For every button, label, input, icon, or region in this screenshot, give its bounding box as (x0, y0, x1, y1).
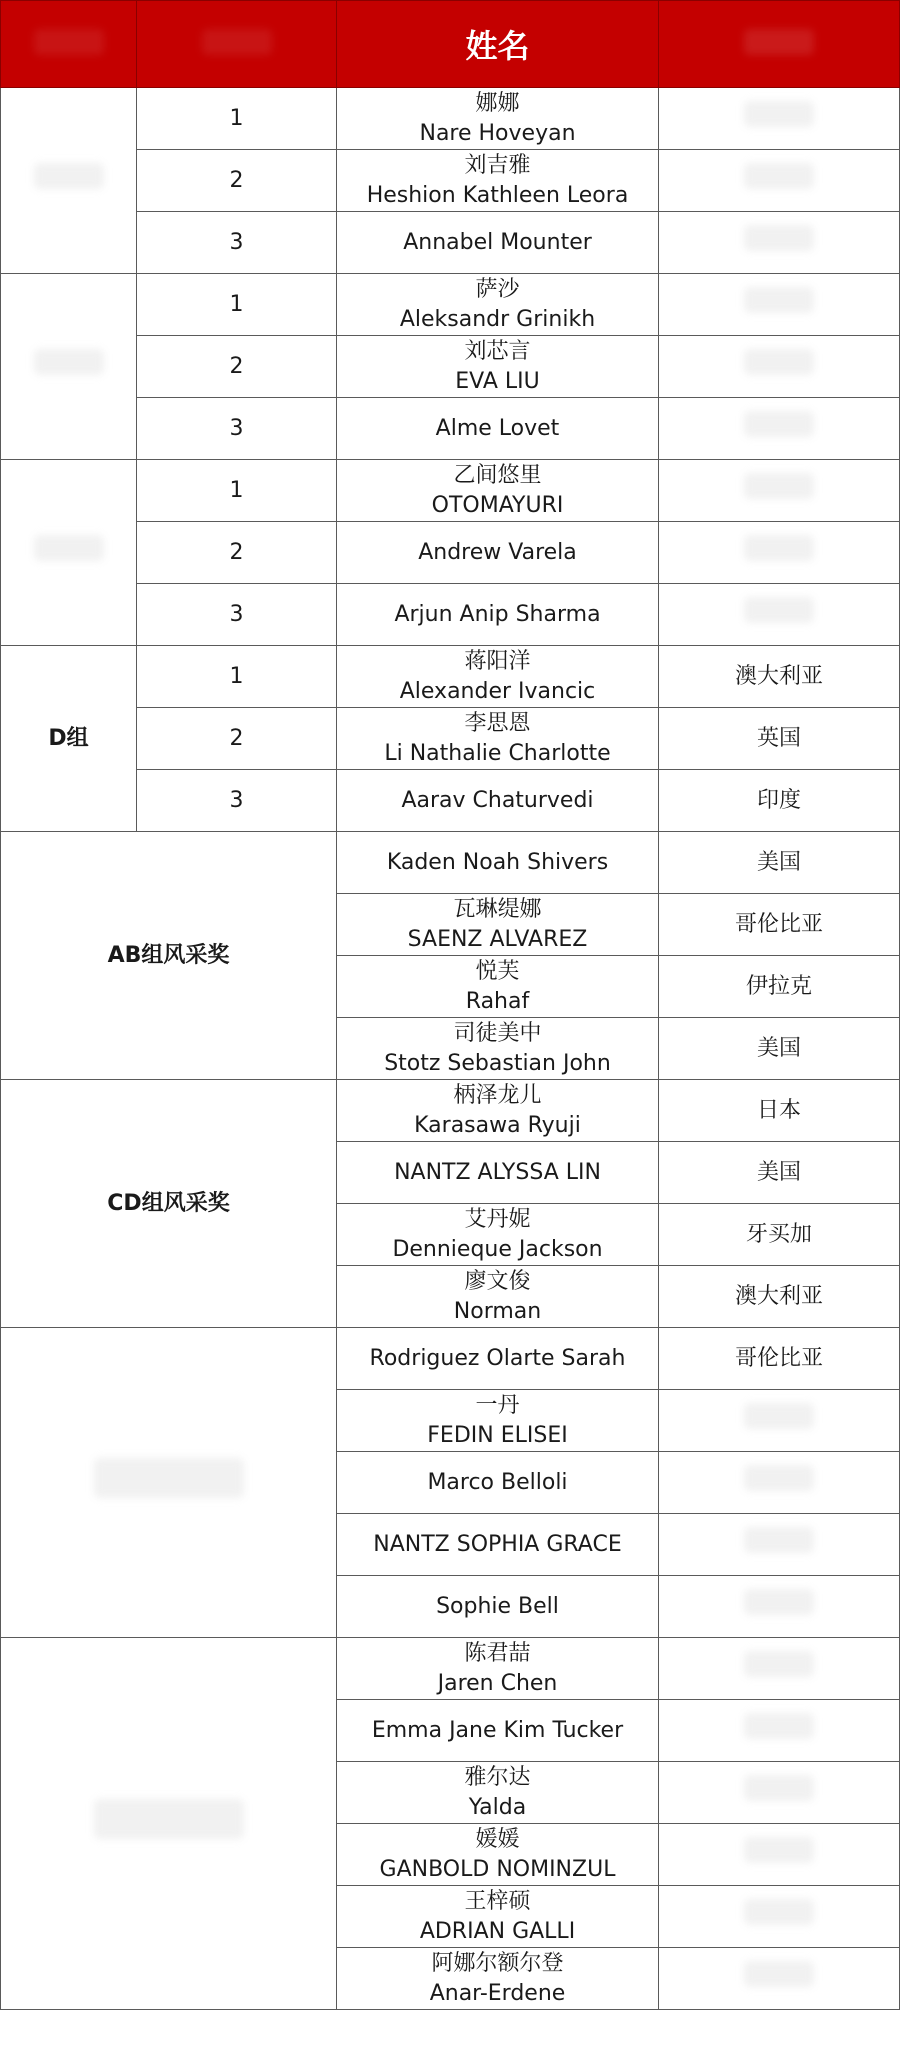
name-chinese: 蒋阳洋 (464, 648, 531, 674)
name-english: ADRIAN GALLI (419, 1918, 576, 1944)
country-cell (659, 1018, 900, 1080)
table-row (1, 274, 900, 336)
name-english: EVA LIU (455, 368, 540, 394)
rank-cell: 3 (137, 212, 337, 274)
country-cell (659, 274, 900, 336)
name-cell (337, 1762, 659, 1824)
name-chinese: 萨沙 (475, 276, 520, 302)
table-row (1, 1328, 900, 1390)
name-cell (337, 1328, 659, 1390)
name-english: OTOMAYURI (431, 492, 564, 518)
country-text: 印度 (756, 787, 801, 813)
name-english: Alexander Ivancic (399, 678, 596, 704)
country-cell (659, 398, 900, 460)
redacted-country (744, 1651, 814, 1677)
table-row (1, 832, 900, 894)
name-english: Aleksandr Grinikh (399, 306, 596, 332)
country-text: 哥伦比亚 (734, 1345, 823, 1371)
name-english: Jaren Chen (437, 1670, 558, 1696)
redacted-country (744, 1899, 814, 1925)
name-chinese: 阿娜尔额尔登 (431, 1950, 564, 1976)
country-cell (659, 460, 900, 522)
redacted-country (744, 1403, 814, 1429)
country-cell (659, 646, 900, 708)
rank-cell: 1 (137, 88, 337, 150)
header-country-cell (659, 1, 900, 88)
country-cell (659, 336, 900, 398)
name-english: Anar-Erdene (429, 1980, 566, 2006)
country-cell (659, 894, 900, 956)
group-label-text: D组 (48, 725, 89, 751)
name-english: NANTZ SOPHIA GRACE (373, 1531, 622, 1557)
country-cell (659, 150, 900, 212)
country-cell (659, 522, 900, 584)
country-text: 美国 (756, 849, 801, 875)
name-english: Kaden Noah Shivers (386, 849, 609, 875)
group-label-text: AB组风采奖 (107, 942, 230, 968)
country-text: 伊拉克 (745, 973, 812, 999)
redacted-group-label (34, 535, 104, 561)
name-chinese: 廖文俊 (464, 1268, 531, 1294)
name-cell (337, 1390, 659, 1452)
name-english: Li Nathalie Charlotte (384, 740, 611, 766)
redacted-country (744, 1961, 814, 1987)
redacted-country (744, 1775, 814, 1801)
name-chinese: 刘芯言 (464, 338, 531, 364)
country-cell (659, 1328, 900, 1390)
country-text: 美国 (756, 1035, 801, 1061)
country-cell (659, 1142, 900, 1204)
name-cell (337, 1638, 659, 1700)
name-cell (337, 708, 659, 770)
redacted-country (744, 535, 814, 561)
rank-cell: 1 (137, 460, 337, 522)
redacted-country (744, 411, 814, 437)
country-cell (659, 1452, 900, 1514)
name-english: GANBOLD NOMINZUL (379, 1856, 616, 1882)
name-cell (337, 646, 659, 708)
name-cell (337, 832, 659, 894)
name-cell (337, 522, 659, 584)
redacted-country (744, 1589, 814, 1615)
name-english: Rahaf (465, 988, 530, 1014)
rank-cell: 3 (137, 584, 337, 646)
country-text: 牙买加 (745, 1221, 812, 1247)
name-cell (337, 1142, 659, 1204)
country-cell (659, 770, 900, 832)
name-english: Emma Jane Kim Tucker (371, 1717, 624, 1743)
name-cell (337, 1452, 659, 1514)
name-english: FEDIN ELISEI (427, 1422, 568, 1448)
name-english: Dennieque Jackson (392, 1236, 603, 1262)
country-text: 澳大利亚 (734, 663, 823, 689)
group-label-cell (1, 88, 137, 274)
name-english: Aarav Chaturvedi (401, 787, 594, 813)
name-chinese: 悦芙 (475, 958, 520, 984)
rank-cell: 2 (137, 150, 337, 212)
name-cell (337, 1514, 659, 1576)
name-english: Nare Hoveyan (419, 120, 576, 146)
group-label-cell (1, 460, 137, 646)
country-text: 美国 (756, 1159, 801, 1185)
name-english: Sophie Bell (436, 1593, 559, 1619)
redacted-country (744, 101, 814, 127)
rank-cell: 1 (137, 646, 337, 708)
redacted-country (744, 1527, 814, 1553)
name-chinese: 瓦琳缇娜 (453, 896, 542, 922)
name-chinese: 柄泽龙儿 (453, 1082, 542, 1108)
country-text: 哥伦比亚 (734, 911, 823, 937)
country-cell (659, 212, 900, 274)
country-cell (659, 1514, 900, 1576)
name-chinese: 雅尔达 (464, 1764, 531, 1790)
rank-cell: 2 (137, 708, 337, 770)
country-cell (659, 1762, 900, 1824)
table-row (1, 646, 900, 708)
name-cell (337, 398, 659, 460)
country-cell (659, 584, 900, 646)
name-cell (337, 460, 659, 522)
rank-cell: 3 (137, 398, 337, 460)
name-chinese: 媛媛 (475, 1826, 520, 1852)
country-cell (659, 1390, 900, 1452)
name-cell (337, 894, 659, 956)
name-chinese: 陈君喆 (464, 1640, 531, 1666)
name-cell (337, 1018, 659, 1080)
name-english: Yalda (468, 1794, 527, 1820)
redacted-country (744, 1465, 814, 1491)
redacted-country (744, 163, 814, 189)
name-cell (337, 336, 659, 398)
redacted-country (744, 287, 814, 313)
header-row (1, 1, 900, 88)
rank-cell: 3 (137, 770, 337, 832)
group-label-cell (1, 646, 137, 832)
country-text: 日本 (756, 1097, 801, 1123)
name-cell (337, 212, 659, 274)
group-label-text: CD组风采奖 (107, 1190, 230, 1216)
award-label-cell (1, 832, 337, 1080)
country-text: 澳大利亚 (734, 1283, 823, 1309)
name-cell (337, 1576, 659, 1638)
country-cell (659, 1700, 900, 1762)
redacted-group-label (34, 349, 104, 375)
header-group-cell (1, 1, 137, 88)
award-label-cell (1, 1328, 337, 1638)
redacted-group-label (94, 1458, 244, 1498)
name-english: Karasawa Ryuji (414, 1112, 581, 1138)
country-cell (659, 1886, 900, 1948)
country-cell (659, 832, 900, 894)
name-english: Andrew Varela (418, 539, 577, 565)
name-chinese: 刘吉雅 (464, 152, 531, 178)
name-chinese: 王梓硕 (464, 1888, 531, 1914)
table-row (1, 1080, 900, 1142)
group-label-cell (1, 274, 137, 460)
name-english: Marco Belloli (427, 1469, 568, 1495)
name-cell (337, 956, 659, 1018)
name-chinese: 艾丹妮 (464, 1206, 531, 1232)
rank-cell: 1 (137, 274, 337, 336)
award-label-cell (1, 1638, 337, 2010)
name-cell (337, 584, 659, 646)
country-cell (659, 1576, 900, 1638)
name-english: Stotz Sebastian John (384, 1050, 611, 1076)
name-english: Alme Lovet (435, 415, 560, 441)
redacted-country (744, 349, 814, 375)
name-cell (337, 1080, 659, 1142)
header-rank-cell (137, 1, 337, 88)
redacted-country (744, 225, 814, 251)
redacted-country (744, 597, 814, 623)
table-row (1, 460, 900, 522)
name-chinese: 李思恩 (464, 710, 531, 736)
name-chinese: 司徒美中 (453, 1020, 542, 1046)
country-cell (659, 1080, 900, 1142)
redacted-group-label (94, 1799, 244, 1839)
country-cell (659, 1266, 900, 1328)
name-cell (337, 1700, 659, 1762)
country-cell (659, 1638, 900, 1700)
header-name-cell: 姓名 (337, 1, 659, 88)
name-english: Arjun Anip Sharma (394, 601, 601, 627)
redacted-group-label (34, 163, 104, 189)
name-chinese: 娜娜 (475, 90, 520, 116)
redacted-country (744, 473, 814, 499)
table-row (1, 1638, 900, 1700)
table-row (1, 88, 900, 150)
redacted-country (744, 1837, 814, 1863)
name-english: Rodriguez Olarte Sarah (369, 1345, 626, 1371)
country-text: 英国 (756, 725, 801, 751)
country-cell (659, 1824, 900, 1886)
name-cell (337, 274, 659, 336)
name-cell (337, 1824, 659, 1886)
name-english: SAENZ ALVAREZ (407, 926, 588, 952)
rank-cell: 2 (137, 522, 337, 584)
country-cell (659, 1204, 900, 1266)
name-cell (337, 1948, 659, 2010)
name-cell (337, 150, 659, 212)
name-cell (337, 1204, 659, 1266)
table-body (1, 88, 900, 2010)
country-cell (659, 88, 900, 150)
name-english: Annabel Mounter (403, 229, 592, 255)
name-cell (337, 770, 659, 832)
country-cell (659, 1948, 900, 2010)
name-english: Heshion Kathleen Leora (366, 182, 629, 208)
rank-cell: 2 (137, 336, 337, 398)
name-chinese: 一丹 (475, 1392, 520, 1418)
name-english: NANTZ ALYSSA LIN (394, 1159, 601, 1185)
name-english: Norman (453, 1298, 542, 1324)
name-chinese: 乙间悠里 (453, 462, 542, 488)
award-label-cell (1, 1080, 337, 1328)
name-cell (337, 88, 659, 150)
name-cell (337, 1886, 659, 1948)
redacted-country (744, 1713, 814, 1739)
country-cell (659, 956, 900, 1018)
country-cell (659, 708, 900, 770)
name-cell (337, 1266, 659, 1328)
